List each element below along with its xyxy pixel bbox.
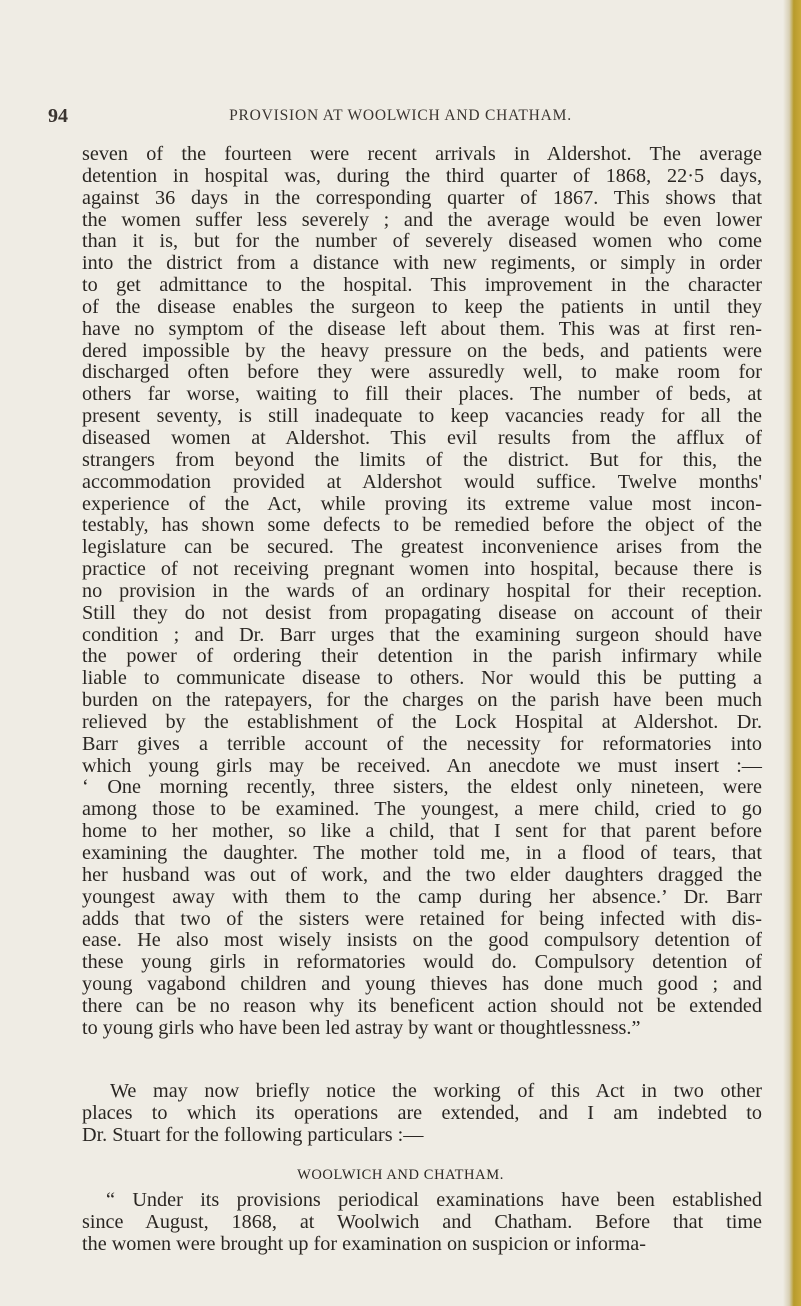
text-line: there can be no reason why its beneficent action should not be extended: [82, 994, 762, 1017]
text-line: others far worse, waiting to fill their places. The number of beds, at: [82, 383, 762, 406]
text-line: youngest away with them to the camp during her absence.’ Dr. Barr: [82, 885, 762, 908]
text-line: ‘ One morning recently, three sisters, the eldest only nineteen, were: [82, 776, 762, 799]
text-line: experience of the Act, while proving its extreme value most incon-: [82, 492, 762, 515]
text-line: Barr gives a terrible account of the necessity for reformatories into: [82, 732, 762, 755]
text-line: since August, 1868, at Woolwich and Chatham. Before that time: [82, 1210, 762, 1233]
text-line: young vagabond children and young thieves has done much good ; and: [82, 973, 762, 996]
text-line: strangers from beyond the limits of the district. But for this, the: [82, 448, 762, 471]
text-line: burden on the ratepayers, for the charges on the parish have been much: [82, 689, 762, 712]
text-line: into the district from a distance with new regiments, or simply in order: [82, 252, 762, 275]
text-line: of the disease enables the surgeon to keep the patients in until they: [82, 295, 762, 318]
text-line: testably, has shown some defects to be remedied before the object of the: [82, 514, 762, 537]
section-subheading: WOOLWICH AND CHATHAM.: [297, 1167, 504, 1183]
running-title: PROVISION AT WOOLWICH AND CHATHAM.: [229, 107, 572, 124]
text-line: detention in hospital was, during the third quarter of 1868, 22·5 days,: [82, 164, 762, 187]
text-line: the power of ordering their detention in the parish infirmary while: [82, 645, 762, 668]
text-line: We may now briefly notice the working of this Act in two other: [110, 1080, 762, 1102]
text-line: these young girls in reformatories would do. Compulsory detention of: [82, 951, 762, 974]
text-line: places to which its operations are extended, and I am indebted to: [82, 1101, 762, 1124]
text-line: Still they do not desist from propagating disease on account of their: [82, 601, 762, 624]
text-line: diseased women at Aldershot. This evil results from the afflux of: [82, 426, 762, 449]
page-number: 94: [48, 105, 68, 127]
text-line: dered impossible by the heavy pressure on the beds, and patients were: [82, 339, 762, 362]
paragraph-quote: [82, 1190, 762, 1256]
text-line: to get admittance to the hospital. This improvement in the character: [82, 274, 762, 297]
text-line: have no symptom of the disease left about them. This was at first ren-: [82, 317, 762, 340]
paragraph-main: [82, 144, 762, 1040]
text-line: among those to be examined. The youngest, a mere child, cried to go: [82, 798, 762, 821]
text-line: against 36 days in the corresponding quarter of 1867. This shows that: [82, 186, 762, 209]
text-line: the women suffer less severely ; and the average would be even lower: [82, 208, 762, 231]
text-line: her husband was out of work, and the two elder daughters dragged the: [82, 863, 762, 886]
text-line: home to her mother, so like a child, that I sent for that parent before: [82, 820, 762, 843]
text-line: ease. He also most wisely insists on the good compulsory detention of: [82, 929, 762, 952]
text-line: “ Under its provisions periodical examinations have been established: [106, 1189, 762, 1211]
text-line: liable to communicate disease to others. Nor would this be putting a: [82, 667, 762, 690]
text-line: which young girls may be received. An anecdote we must insert :—: [82, 754, 762, 777]
text-line: condition ; and Dr. Barr urges that the examining surgeon should have: [82, 623, 762, 646]
text-line: no provision in the wards of an ordinary hospital for their reception.: [82, 579, 762, 602]
text-line: relieved by the establishment of the Lock Hospital at Aldershot. Dr.: [82, 710, 762, 733]
text-line: seven of the fourteen were recent arrivals in Aldershot. The average: [82, 143, 762, 165]
text-line: to young girls who have been led astray by want or thoughtlessness.”: [82, 1016, 641, 1039]
text-line: examining the daughter. The mother told me, in a flood of tears, that: [82, 842, 762, 864]
text-line: than it is, but for the number of severely diseased women who come: [82, 230, 762, 253]
text-line: discharged often before they were assuredly well, to make room for: [82, 361, 762, 384]
text-line: the women were brought up for examination on suspicion or informa-: [82, 1232, 646, 1255]
text-line: legislature can be secured. The greatest inconvenience arises from the: [82, 536, 762, 559]
text-line: Dr. Stuart for the following particulars :—: [82, 1123, 424, 1146]
text-line: practice of not receiving pregnant women into hospital, because there is: [82, 558, 762, 581]
page-edge: [783, 0, 801, 1306]
text-line: present seventy, is still inadequate to keep vacancies ready for all the: [82, 405, 762, 428]
text-line: adds that two of the sisters were retained for being infected with dis-: [82, 907, 762, 930]
text-line: accommodation provided at Aldershot would suffice. Twelve months': [82, 470, 762, 493]
paragraph-notice: [82, 1081, 762, 1147]
